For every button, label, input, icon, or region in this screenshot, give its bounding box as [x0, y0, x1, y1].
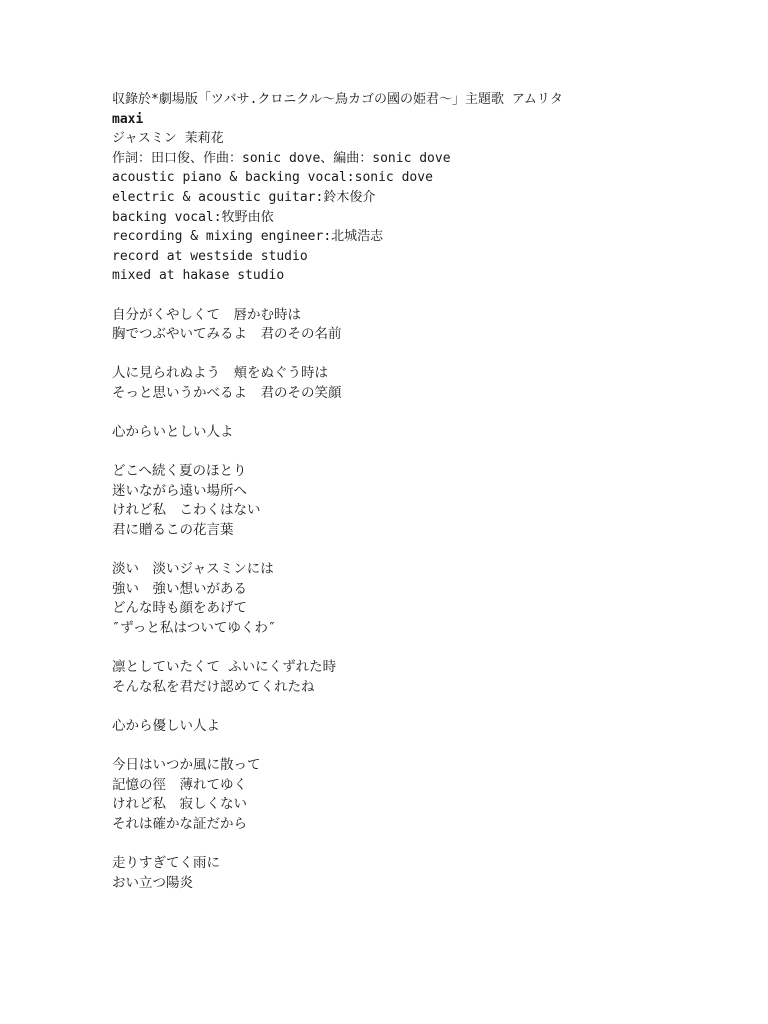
piano-credit: acoustic piano & backing vocal:sonic dove [112, 170, 433, 186]
spacer [112, 639, 732, 659]
backing-vocal-credit: backing vocal:牧野由依 [112, 209, 274, 225]
lyric-line: けれど私 寂しくない [112, 796, 247, 813]
mix-studio: mixed at hakase studio [112, 268, 285, 284]
lyric-line: 凛としていたくて ふいにくずれた時 [112, 659, 337, 676]
spacer [112, 697, 732, 717]
lyric-line: 迷いながら遠い場所へ [112, 482, 247, 499]
lyric-line: ″ずっと私はついてゆくわ″ [112, 620, 276, 637]
lyrics-stanza [112, 717, 732, 737]
lyric-line: 淡い 淡いジャスミンには [112, 561, 274, 578]
lyric-line: どんな時も顔をあげて [112, 600, 247, 617]
lyric-line: どこへ続く夏のほとり [112, 463, 247, 480]
song-title: ジャスミン 茉莉花 [112, 131, 224, 147]
spacer [112, 286, 732, 306]
lyrics-document [112, 90, 732, 893]
lyrics-stanza [112, 854, 732, 893]
lyric-line: 強い 強い想いがある [112, 580, 247, 597]
lyrics-stanza [112, 364, 732, 403]
lyrics-stanza [112, 423, 732, 443]
lyric-line: 今日はいつか風に散って [112, 757, 261, 774]
spacer [112, 835, 732, 855]
lyrics-stanza [112, 658, 732, 697]
spacer [112, 541, 732, 561]
lyric-line: 人に見られぬよう 頬をぬぐう時は [112, 365, 328, 382]
lyric-line: おい立つ陽炎 [112, 874, 193, 891]
lyric-line: 胸でつぶやいてみるよ 君のその名前 [112, 326, 342, 343]
lyric-line: そっと思いうかべるよ 君のその笑顔 [112, 384, 342, 401]
lyric-line: 君に贈るこの花言葉 [112, 522, 234, 539]
lyrics-stanza [112, 462, 732, 540]
spacer [112, 404, 732, 424]
lyric-line: 自分がくやしくて 唇かむ時は [112, 306, 301, 323]
lyric-line: 心から優しい人よ [112, 718, 220, 734]
lyric-line: 記憶の徑 薄れてゆく [112, 776, 247, 793]
lyric-line: けれど私 こわくはない [112, 502, 261, 519]
lyrics-stanza [112, 306, 732, 345]
lyric-line: それは確かな証だから [112, 815, 247, 832]
spacer [112, 737, 732, 757]
lyrics-stanza [112, 756, 732, 834]
record-studio: record at westside studio [112, 248, 308, 264]
guitar-credit: electric & acoustic guitar:鈴木俊介 [112, 189, 376, 205]
spacer [112, 345, 732, 365]
lyric-line: 心からいとしい人よ [112, 424, 234, 441]
lyric-line: そんな私を君だけ認めてくれたね [112, 678, 315, 695]
writer-credits: 作詞：田口俊、作曲：sonic dove、編曲：sonic dove [112, 150, 451, 166]
engineer-credit: recording & mixing engineer:北城浩志 [112, 229, 384, 245]
release-format: maxi [112, 111, 144, 127]
spacer [112, 443, 732, 463]
lyric-line: 走りすぎてく雨に [112, 855, 220, 872]
song-credits [112, 90, 732, 286]
lyrics-stanza [112, 560, 732, 638]
release-info: 収錄於*劇場版「ツバサ.クロニクル～鳥カゴの國の姫君～」主題歌 アムリタ [112, 92, 563, 107]
